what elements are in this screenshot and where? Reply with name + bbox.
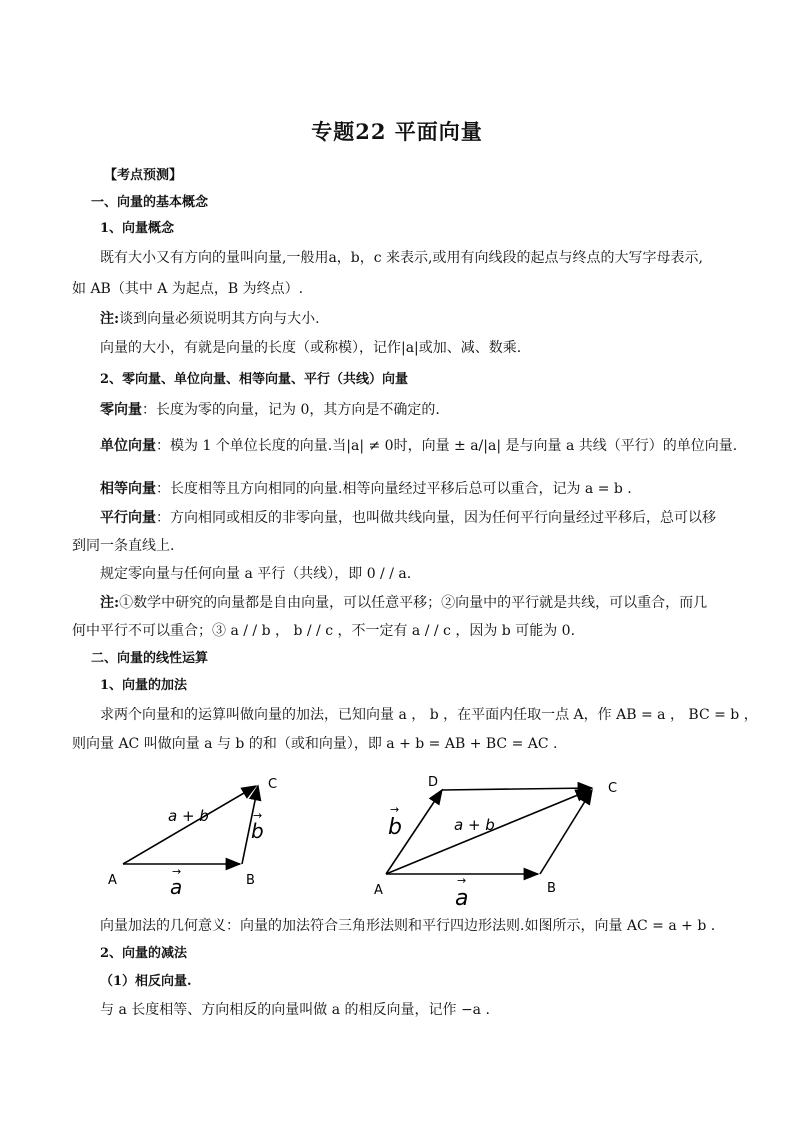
exam-points-heading: 【考点预测】 <box>104 168 183 183</box>
note-label: 注: <box>100 311 120 327</box>
section-heading-1: 一、向量的基本概念 <box>91 195 209 210</box>
paragraph-line: 与 a 长度相等、方向相反的向量叫做 a 的相反向量，记作 −a . <box>100 1002 490 1018</box>
vector-bc-arrow <box>540 790 592 874</box>
point-d-label: D <box>428 775 439 790</box>
point-a-label: A <box>108 873 117 888</box>
definition-zero-vector <box>100 400 440 420</box>
page-title: 专题22 平面向量 <box>311 119 483 144</box>
paragraph-line: 到同一条直线上. <box>72 538 175 554</box>
vector-a-arrow-mark: → <box>172 865 182 878</box>
subsection-heading-2-1: 1、向量的加法 <box>100 678 188 693</box>
point-b-label: B <box>547 881 556 896</box>
vector-b-label: b <box>388 815 402 840</box>
vector-dc-arrow <box>442 788 592 790</box>
definition-parallel-vector <box>100 508 716 528</box>
subsection-heading-1-2: 2、零向量、单位向量、相等向量、平行（共线）向量 <box>100 372 409 387</box>
paragraph-line: 向量加法的几何意义：向量的加法符合三角形法则和平行四边形法则.如图所示，向量 AC = a + b . <box>100 918 716 934</box>
term-label: 零向量 <box>100 402 142 418</box>
note-text: ①数学中研究的向量都是自由向量，可以任意平移；②向量中的平行就是共线，可以重合，而几 <box>119 595 708 611</box>
vector-a-arrow-mark: → <box>457 874 467 887</box>
vector-sum-label: a + b <box>454 816 495 834</box>
subsection-heading-2-2-1: （1）相反向量. <box>100 974 192 989</box>
paragraph-line: 如 AB（其中 A 为起点，B 为终点）. <box>72 281 304 297</box>
point-c-label: C <box>268 777 278 792</box>
vector-sum-label: a + b <box>168 807 209 825</box>
term-label: 平行向量 <box>100 510 156 526</box>
vector-a-label: a <box>455 886 469 910</box>
point-a-label: A <box>374 883 383 898</box>
definition-equal-vector <box>100 479 632 499</box>
point-c-label: C <box>608 781 618 796</box>
paragraph-line: 既有大小又有方向的量叫向量,一般用a，b，c 来表示,或用有向线段的起点与终点的大写字母表示, <box>100 250 703 266</box>
vector-a-label: a <box>170 875 183 899</box>
definition-text: ：模为 1 个单位长度的向量.当|a| ≠ 0时，向量 ± a/|a| 是与向量 a 共线（平行）的单位向量. <box>156 438 738 454</box>
point-b-label: B <box>246 873 255 888</box>
note-label: 注: <box>100 595 120 611</box>
paragraph-line: 求两个向量和的运算叫做向量的加法，已知向量 a ， b ，在平面内任取一点 A，作 AB = a ， BC = b ， <box>100 707 758 723</box>
vector-b-arrow-mark: → <box>390 803 400 816</box>
vector-sum-arrow <box>123 786 256 864</box>
subsection-heading-1-1: 1、向量概念 <box>100 221 175 236</box>
note-text: 谈到向量必须说明其方向与大小. <box>119 311 320 327</box>
vector-b-label: b <box>251 819 264 843</box>
definition-text: ：长度为零的向量，记为 0，其方向是不确定的. <box>142 402 440 418</box>
parallelogram-rule-figure <box>360 760 650 910</box>
paragraph-line: 何中平行不可以重合；③ a / / b ， b / / c ，不一定有 a / / c ，因为 b 可能为 0. <box>72 623 576 639</box>
subsection-heading-2-2: 2、向量的减法 <box>100 946 188 961</box>
term-label: 相等向量 <box>100 481 156 497</box>
paragraph-line: 则向量 AC 叫做向量 a 与 b 的和（或和向量），即 a + b = AB + BC = AC . <box>72 736 558 752</box>
definition-text: ：长度相等且方向相同的向量.相等向量经过平移后总可以重合，记为 a = b . <box>156 481 632 497</box>
section-heading-2: 二、向量的线性运算 <box>91 651 209 666</box>
vector-b-arrow-mark: → <box>253 809 263 822</box>
paragraph-line: 规定零向量与任何向量 a 平行（共线），即 0 / / a. <box>100 566 412 582</box>
term-label: 单位向量 <box>100 438 156 454</box>
definition-text: ：方向相同或相反的非零向量，也叫做共线向量，因为任何平行向量经过平移后，总可以移 <box>156 510 716 526</box>
triangle-rule-figure <box>100 760 330 910</box>
note-line <box>100 593 707 613</box>
definition-unit-vector <box>100 436 737 456</box>
note-line <box>100 309 320 329</box>
paragraph-line: 向量的大小，有就是向量的长度（或称模），记作|a|或加、减、数乘. <box>100 340 522 356</box>
